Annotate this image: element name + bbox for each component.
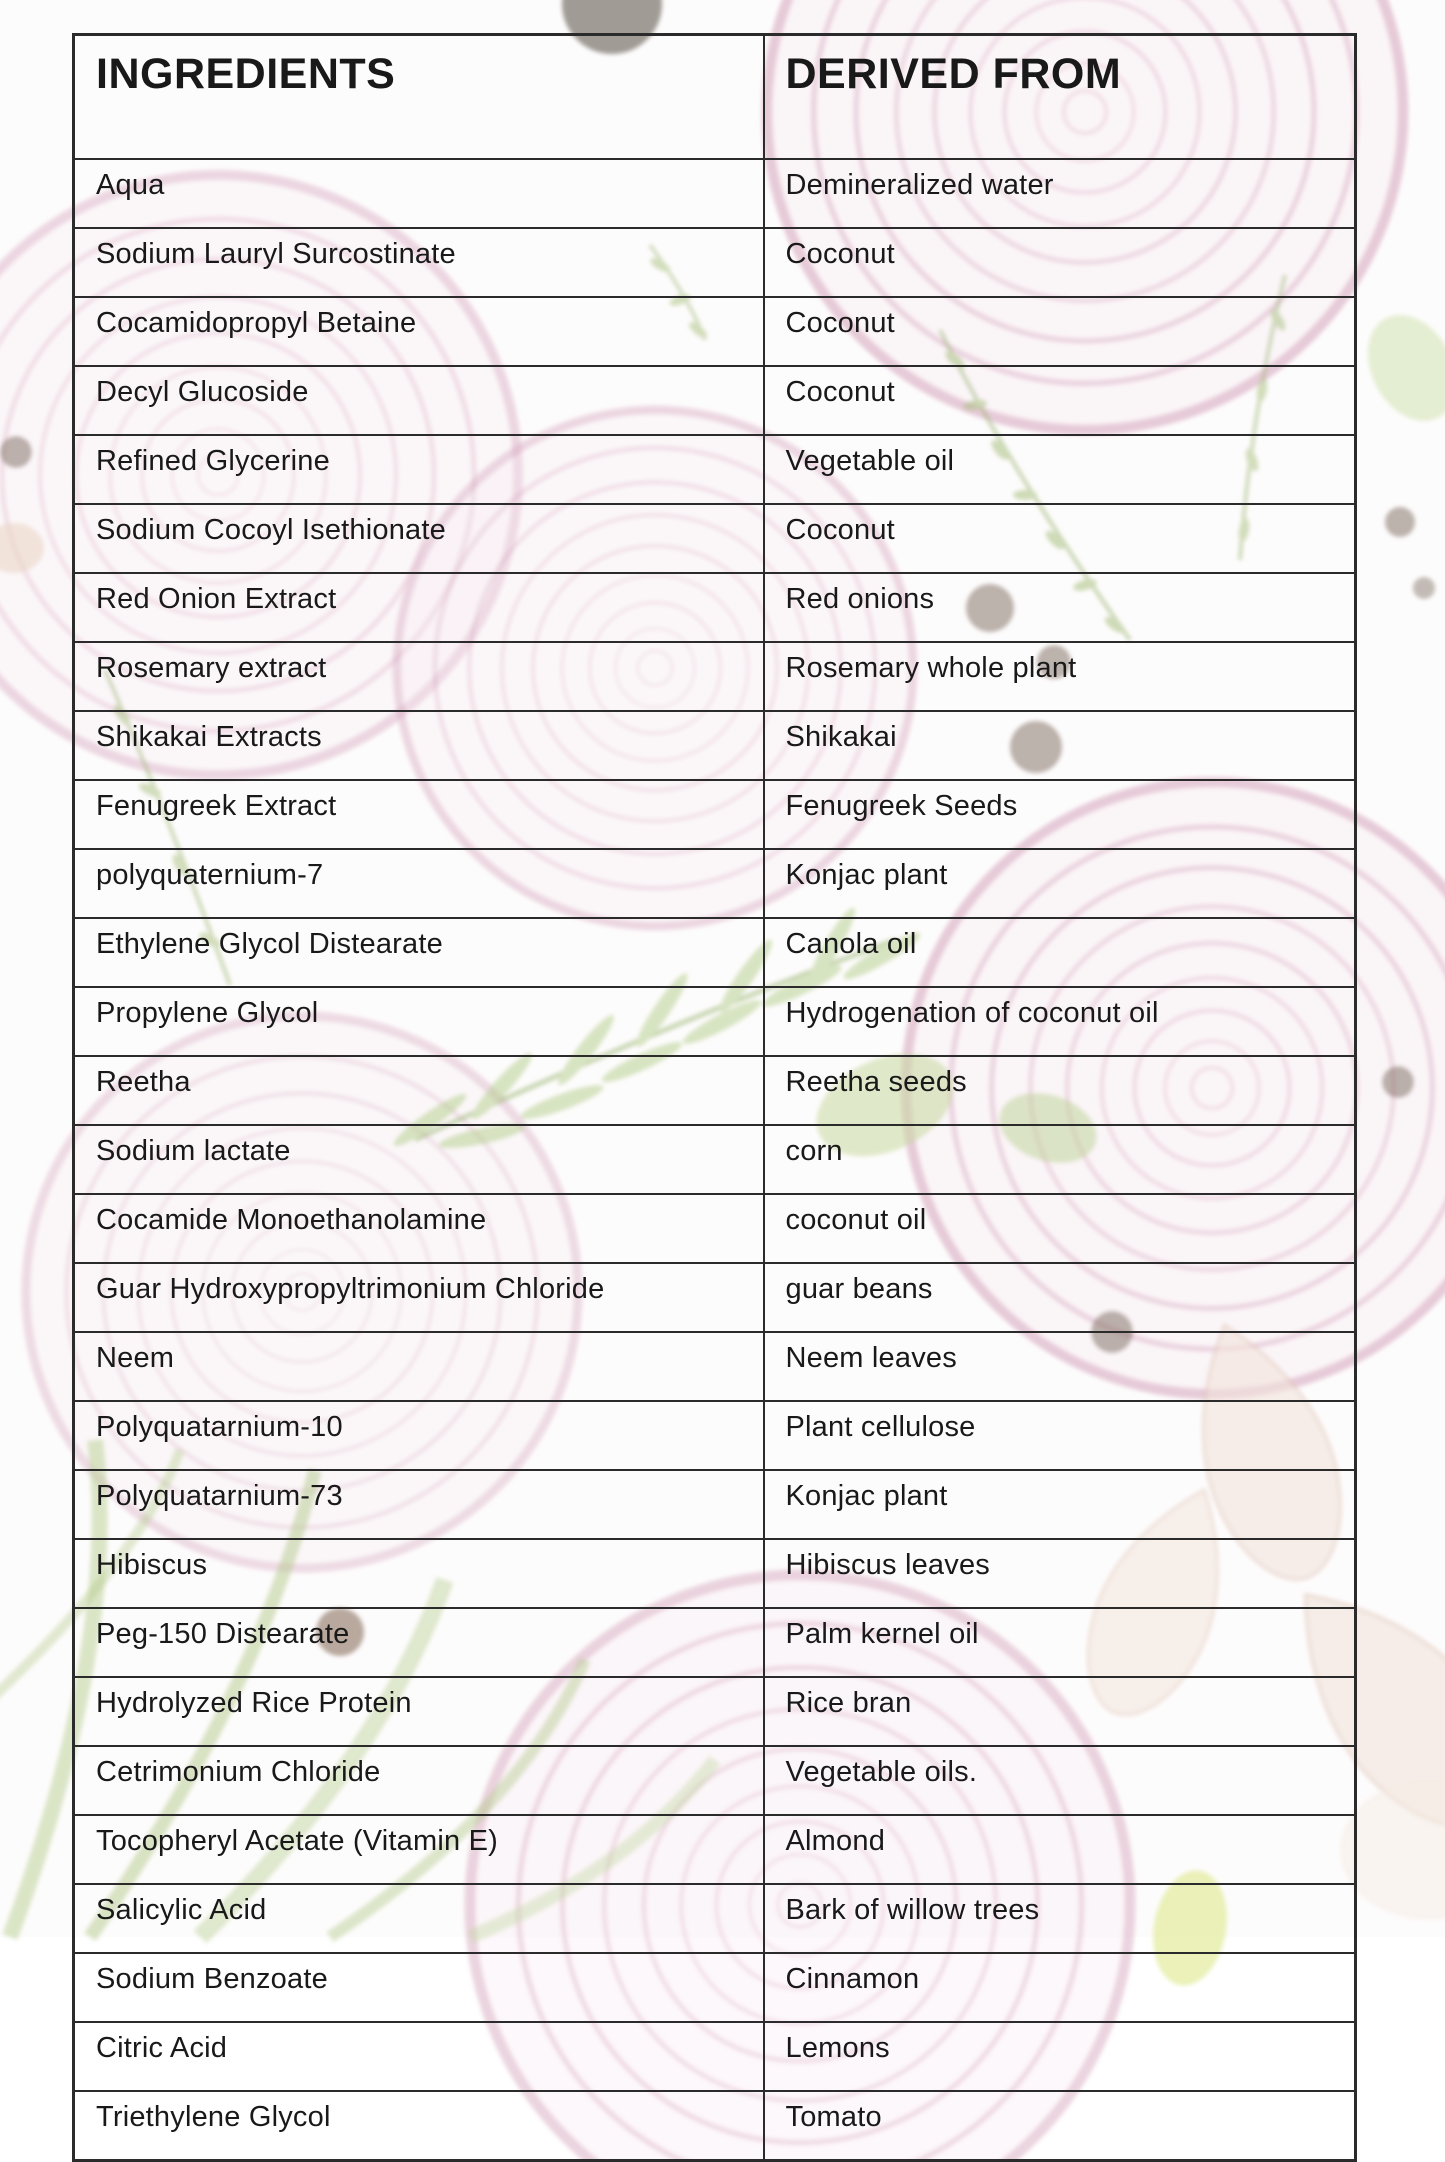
header-row: [74, 35, 1356, 160]
derived-from-cell: Plant cellulose: [764, 1401, 1356, 1470]
table-row: [74, 1884, 1356, 1953]
ingredient-cell: Shikakai Extracts: [74, 711, 764, 780]
derived-from-cell: Rice bran: [764, 1677, 1356, 1746]
ingredient-cell: Citric Acid: [74, 2022, 764, 2091]
ingredient-cell: Tocopheryl Acetate (Vitamin E): [74, 1815, 764, 1884]
table-header: [74, 35, 1356, 160]
table-row: [74, 1470, 1356, 1539]
derived-from-cell: Neem leaves: [764, 1332, 1356, 1401]
ingredient-cell: Sodium Benzoate: [74, 1953, 764, 2022]
derived-from-cell: Shikakai: [764, 711, 1356, 780]
basil-leaf-image: [1350, 300, 1445, 436]
table-row: [74, 297, 1356, 366]
table-row: [74, 504, 1356, 573]
derived-from-column-header: DERIVED FROM: [764, 35, 1356, 160]
derived-from-cell: Almond: [764, 1815, 1356, 1884]
table-row: [74, 366, 1356, 435]
derived-from-cell: guar beans: [764, 1263, 1356, 1332]
table-row: [74, 1401, 1356, 1470]
table-row: [74, 1263, 1356, 1332]
derived-from-cell: Coconut: [764, 504, 1356, 573]
table-row: [74, 1125, 1356, 1194]
derived-from-cell: Konjac plant: [764, 1470, 1356, 1539]
ingredient-cell: Sodium lactate: [74, 1125, 764, 1194]
table-body: [74, 159, 1356, 2161]
derived-from-cell: Hydrogenation of coconut oil: [764, 987, 1356, 1056]
derived-from-cell: Coconut: [764, 366, 1356, 435]
ingredient-cell: Sodium Cocoyl Isethionate: [74, 504, 764, 573]
ingredient-cell: Cocamidopropyl Betaine: [74, 297, 764, 366]
table-row: [74, 1539, 1356, 1608]
table-row: [74, 1332, 1356, 1401]
table-row: [74, 1815, 1356, 1884]
table-row: [74, 2022, 1356, 2091]
derived-from-cell: Cinnamon: [764, 1953, 1356, 2022]
derived-from-cell: Canola oil: [764, 918, 1356, 987]
ingredient-cell: Peg-150 Distearate: [74, 1608, 764, 1677]
table-row: [74, 159, 1356, 228]
derived-from-cell: Reetha seeds: [764, 1056, 1356, 1125]
ingredient-cell: Triethylene Glycol: [74, 2091, 764, 2161]
derived-from-cell: Konjac plant: [764, 849, 1356, 918]
ingredient-cell: Sodium Lauryl Surcostinate: [74, 228, 764, 297]
derived-from-cell: Red onions: [764, 573, 1356, 642]
ingredient-cell: Ethylene Glycol Distearate: [74, 918, 764, 987]
table-row: [74, 849, 1356, 918]
derived-from-cell: Hibiscus leaves: [764, 1539, 1356, 1608]
ingredient-cell: Aqua: [74, 159, 764, 228]
derived-from-cell: Fenugreek Seeds: [764, 780, 1356, 849]
ingredient-cell: Hydrolyzed Rice Protein: [74, 1677, 764, 1746]
table-row: [74, 642, 1356, 711]
ingredient-cell: Cocamide Monoethanolamine: [74, 1194, 764, 1263]
ingredient-cell: Hibiscus: [74, 1539, 764, 1608]
derived-from-cell: Demineralized water: [764, 159, 1356, 228]
ingredient-cell: Polyquatarnium-10: [74, 1401, 764, 1470]
table-row: [74, 1056, 1356, 1125]
table-row: [74, 987, 1356, 1056]
table-row: [74, 918, 1356, 987]
derived-from-cell: Tomato: [764, 2091, 1356, 2161]
ingredient-cell: Reetha: [74, 1056, 764, 1125]
table-row: [74, 1194, 1356, 1263]
ingredient-cell: Rosemary extract: [74, 642, 764, 711]
ingredient-cell: Red Onion Extract: [74, 573, 764, 642]
table-row: [74, 228, 1356, 297]
table-row: [74, 1608, 1356, 1677]
ingredient-cell: Fenugreek Extract: [74, 780, 764, 849]
table-row: [74, 1953, 1356, 2022]
ingredient-cell: Propylene Glycol: [74, 987, 764, 1056]
ingredient-cell: polyquaternium-7: [74, 849, 764, 918]
derived-from-cell: coconut oil: [764, 1194, 1356, 1263]
derived-from-cell: Rosemary whole plant: [764, 642, 1356, 711]
derived-from-cell: Coconut: [764, 228, 1356, 297]
table-row: [74, 711, 1356, 780]
table-row: [74, 435, 1356, 504]
ingredient-cell: Refined Glycerine: [74, 435, 764, 504]
derived-from-cell: Vegetable oils.: [764, 1746, 1356, 1815]
ingredient-cell: Decyl Glucoside: [74, 366, 764, 435]
ingredient-cell: Polyquatarnium-73: [74, 1470, 764, 1539]
derived-from-cell: Lemons: [764, 2022, 1356, 2091]
derived-from-cell: Coconut: [764, 297, 1356, 366]
ingredient-cell: Guar Hydroxypropyltrimonium Chloride: [74, 1263, 764, 1332]
derived-from-cell: Palm kernel oil: [764, 1608, 1356, 1677]
derived-from-cell: corn: [764, 1125, 1356, 1194]
derived-from-cell: Vegetable oil: [764, 435, 1356, 504]
table-row: [74, 1746, 1356, 1815]
ingredient-cell: Cetrimonium Chloride: [74, 1746, 764, 1815]
table-row: [74, 780, 1356, 849]
table-row: [74, 1677, 1356, 1746]
derived-from-cell: Bark of willow trees: [764, 1884, 1356, 1953]
table-row: [74, 573, 1356, 642]
ingredients-table: [72, 33, 1357, 2162]
ingredients-column-header: INGREDIENTS: [74, 35, 764, 160]
table-row: [74, 2091, 1356, 2161]
ingredient-cell: Neem: [74, 1332, 764, 1401]
ingredient-cell: Salicylic Acid: [74, 1884, 764, 1953]
